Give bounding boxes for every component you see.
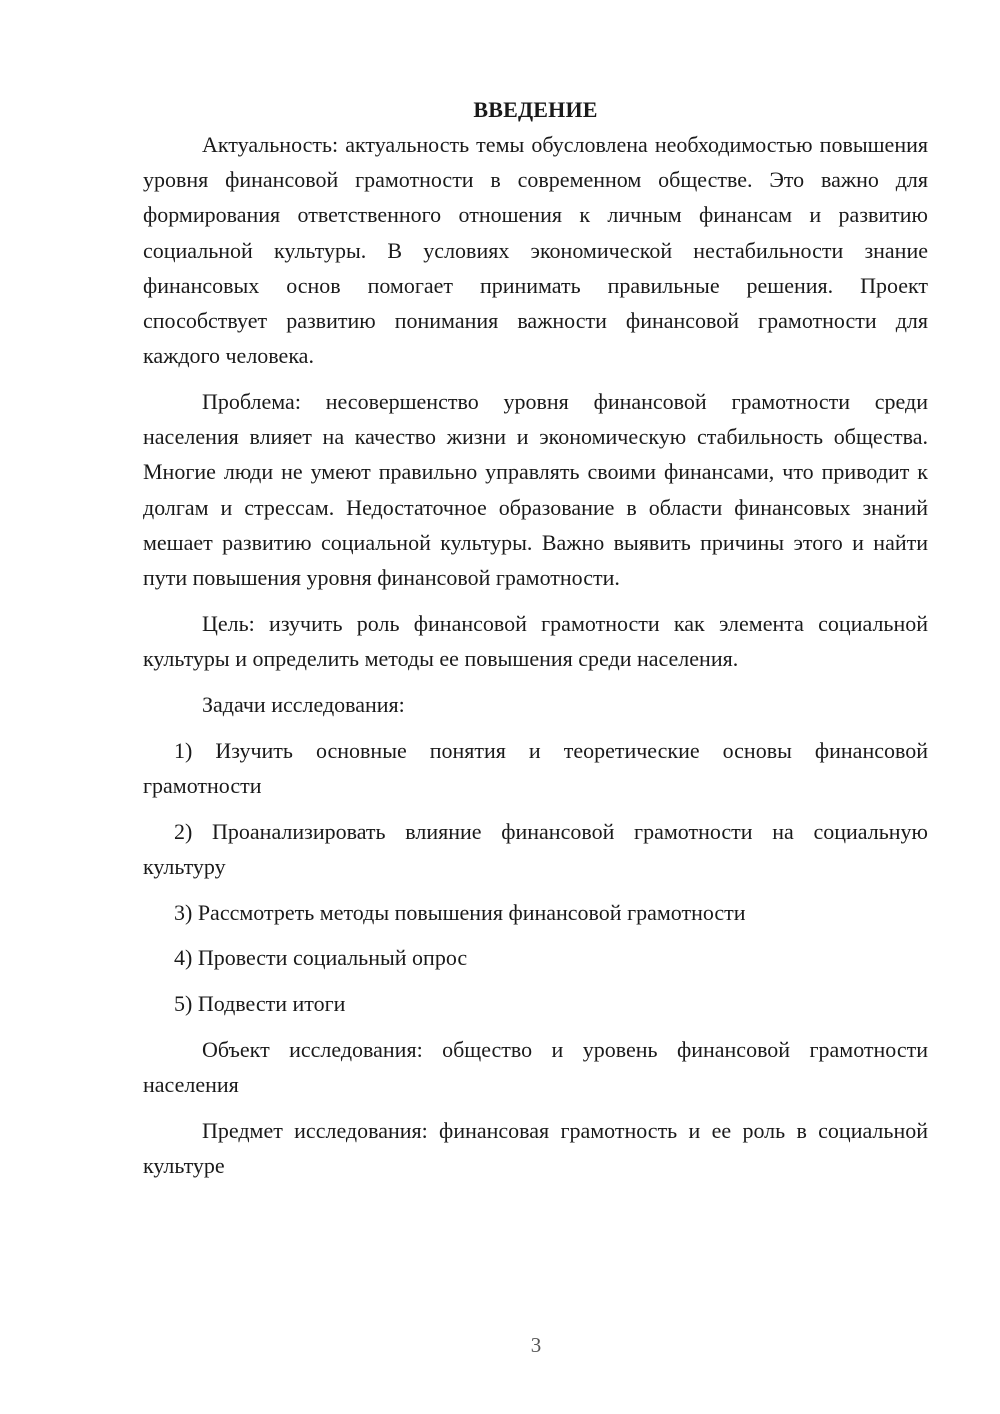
task-item-3: 3) Рассмотреть методы повышения финансовой грамотности [174,899,746,925]
goal-paragraph: Цель: изучить роль финансовой грамотности как элемента социальной культуры и определить методы ее повышения среди населения. [143,610,928,672]
task-item-4: 4) Провести социальный опрос [174,945,468,971]
paragraph-gap [143,1102,928,1113]
document-page [143,92,928,1183]
tasks-heading: Задачи исследования: [202,691,405,717]
object-paragraph: Объект исследования: общество и уровень финансовой грамотности населения [143,1037,928,1098]
paragraph-gap [143,722,928,733]
task-item-5: 5) Подвести итоги [174,991,346,1017]
paragraph-gap [143,595,928,606]
paragraph-gap [143,976,928,987]
page-number: 3 [530,1333,542,1357]
task-item-2: 2) Проанализировать влияние финансовой грамотности на социальную культуру [143,818,928,879]
page-title: ВВЕДЕНИЕ [473,97,598,122]
subject-paragraph: Предмет исследования: финансовая грамотность и ее роль в социальной культуре [143,1118,928,1179]
paragraph-gap [143,803,928,814]
paragraph-gap [143,1021,928,1032]
relevance-paragraph: Актуальность: актуальность темы обусловлена необходимостью повышения уровня финансовой грамотности в современном обществе. Это важно для формирования ответственного отношения к личным финансам и развитию социальной культуры. В условиях экономической нестабильности знание финансовых основ помогает принимать правильные решения. Проект способствует развитию понимания важности финансовой грамотности для каждого человека. [143,132,928,369]
paragraph-gap [143,676,928,687]
paragraph-gap [143,930,928,941]
paragraph-gap [143,373,928,384]
problem-paragraph: Проблема: несовершенство уровня финансовой грамотности среди населения влияет на качество жизни и экономическую стабильность общества. Многие люди не умеют правильно управлять своими финансами, что приводит к долгам и стрессам. Недостаточное образование в области финансовых знаний мешает развитию социальной культуры. Важно выявить причины этого и найти пути повышения уровня финансовой грамотности. [143,389,928,591]
paragraph-gap [143,884,928,895]
task-item-1: 1) Изучить основные понятия и теоретические основы финансовой грамотности [143,737,928,798]
